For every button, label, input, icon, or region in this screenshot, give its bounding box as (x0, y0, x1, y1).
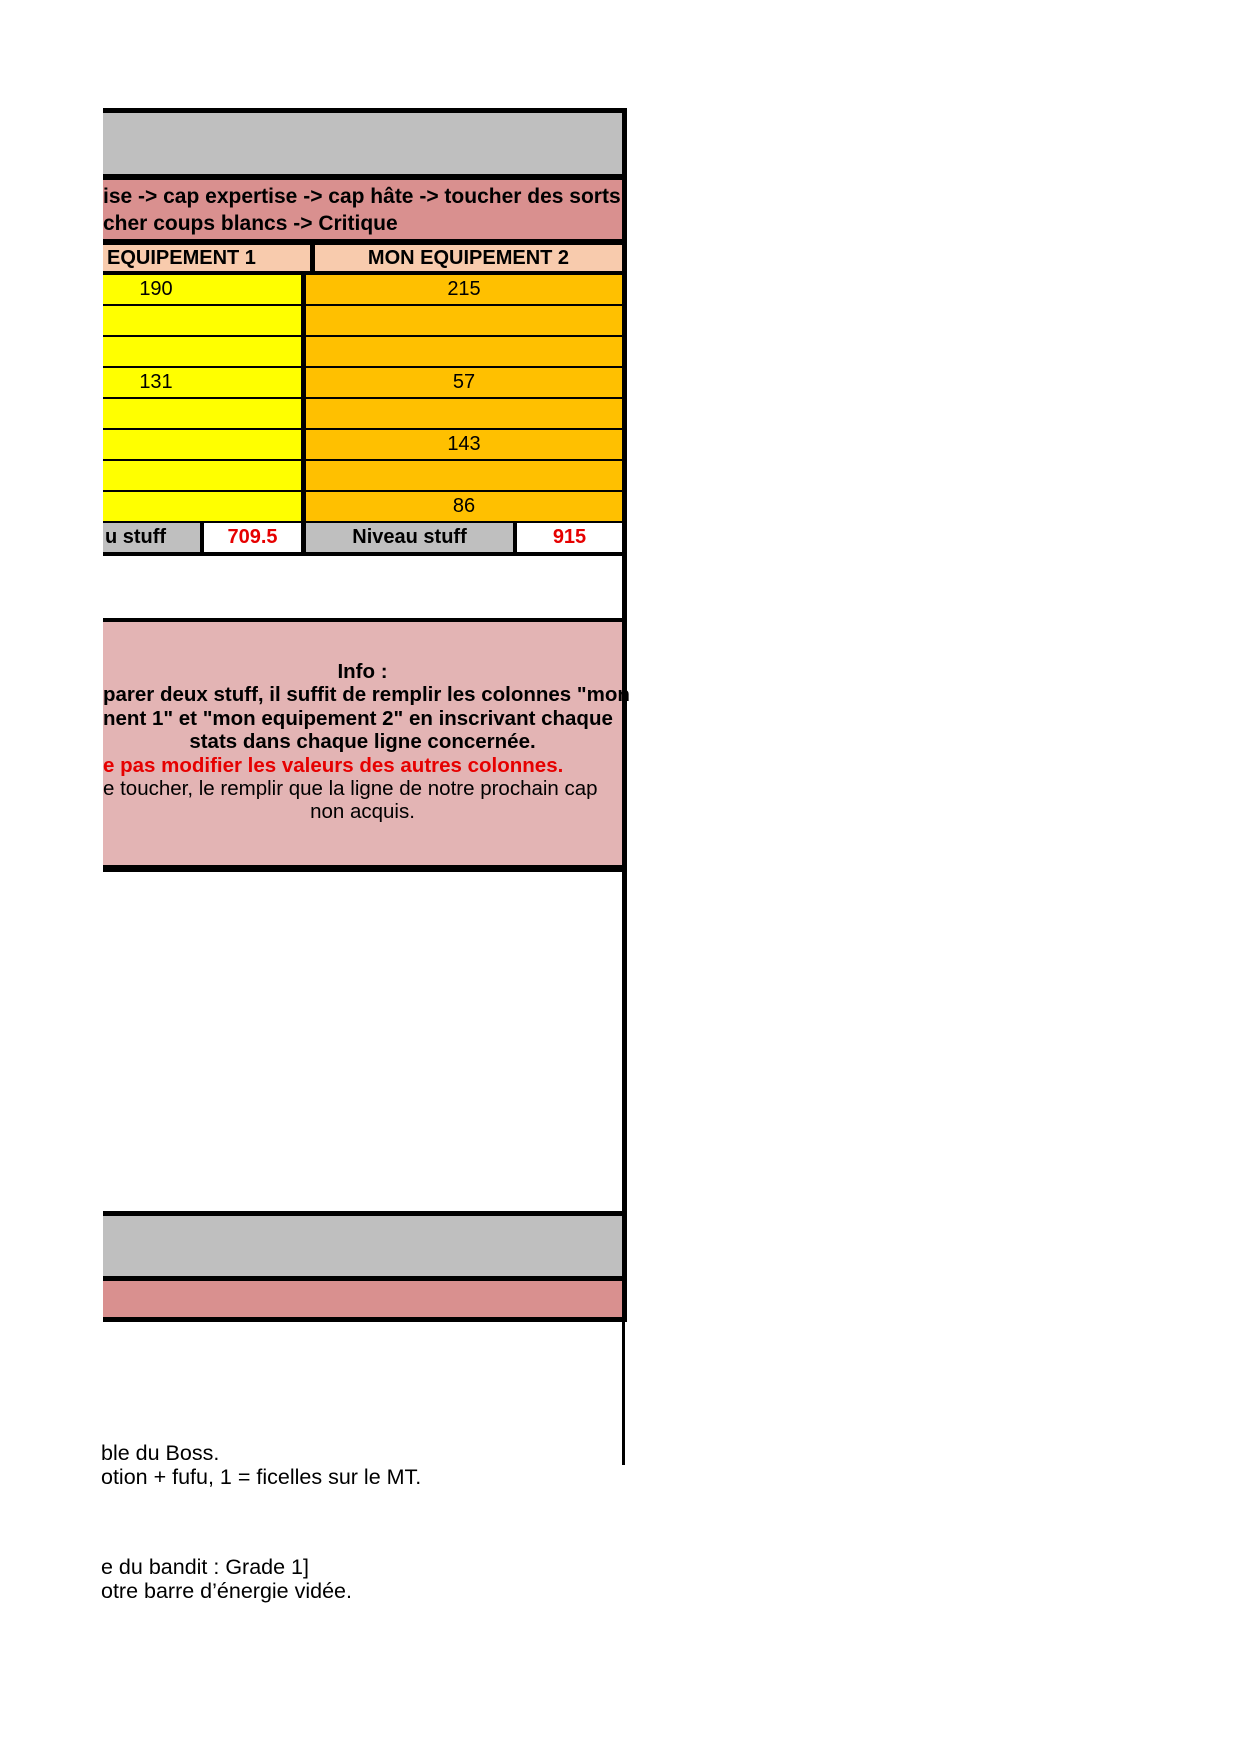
lower-pink-bar (103, 1281, 627, 1322)
stat-value: 131 (139, 371, 173, 393)
table-row (103, 492, 627, 523)
right-border-segment (622, 556, 627, 618)
equip-table-body (103, 275, 627, 523)
niveau-stuff-value-equip2: 915 (517, 523, 627, 552)
equip1-header-cell: EQUIPEMENT 1 (103, 245, 315, 271)
stat-cell-equip2[interactable] (306, 399, 627, 428)
stat-cell-equip1[interactable] (103, 275, 306, 304)
table-row (103, 461, 627, 492)
stat-value: 190 (139, 278, 173, 300)
equip2-header-cell: MON EQUIPEMENT 2 (315, 245, 627, 271)
top-gray-bar (103, 108, 627, 180)
table-row (103, 430, 627, 461)
bottom-note-line: otre barre d’énergie vidée. (101, 1579, 352, 1603)
info-line: nent 1" et "mon equipement 2" en inscrivant chaque (103, 706, 613, 730)
stat-cell-equip1[interactable] (103, 337, 306, 366)
right-border-segment (622, 872, 627, 1211)
info-line: non acquis. (310, 800, 415, 824)
stat-cell-equip2[interactable]: 215 (306, 275, 627, 304)
stat-cell-equip1[interactable] (103, 492, 306, 521)
lower-gray-bar (103, 1211, 627, 1281)
niveau-stuff-label-equip2: Niveau stuff (306, 523, 517, 552)
info-title: Info : (337, 660, 388, 683)
info-line: e toucher, le remplir que la ligne de notre prochain cap (103, 777, 598, 801)
stat-cell-equip2[interactable] (306, 461, 627, 490)
table-row (103, 399, 627, 430)
table-row (103, 337, 627, 368)
bottom-note-line: otion + fufu, 1 = ficelles sur le MT. (101, 1465, 422, 1489)
table-row (103, 275, 627, 306)
stat-cell-equip1[interactable] (103, 430, 306, 459)
bottom-note-line: e du bandit : Grade 1] (101, 1555, 309, 1579)
niveau-stuff-row (103, 523, 627, 556)
stat-cell-equip2[interactable]: 143 (306, 430, 627, 459)
right-border-line (622, 1322, 625, 1465)
stat-cell-equip2[interactable] (306, 337, 627, 366)
stat-priority-line-1: ise -> cap expertise -> cap hâte -> toucher des sorts (103, 185, 621, 208)
stat-cell-equip1[interactable] (103, 306, 306, 335)
stat-cell-equip1[interactable] (103, 461, 306, 490)
bottom-note-line: ble du Boss. (101, 1441, 220, 1465)
stat-cell-equip1[interactable] (103, 399, 306, 428)
stat-priority-line-2: cher coups blancs -> Critique (103, 212, 398, 235)
info-line: stats dans chaque ligne concernée. (189, 730, 536, 754)
stat-cell-equip1[interactable] (103, 368, 306, 397)
equip-table-header-row (103, 245, 627, 275)
stat-cell-equip2[interactable] (306, 306, 627, 335)
stat-cell-equip2[interactable]: 86 (306, 492, 627, 521)
table-row (103, 368, 627, 399)
niveau-stuff-label-equip1: u stuff (103, 523, 204, 552)
table-row (103, 306, 627, 337)
info-warning-line: e pas modifier les valeurs des autres colonnes. (103, 753, 564, 777)
niveau-stuff-value-equip1: 709.5 (204, 523, 306, 552)
stat-priority-banner (103, 180, 627, 245)
stat-cell-equip2[interactable]: 57 (306, 368, 627, 397)
info-box (103, 618, 630, 872)
info-line: parer deux stuff, il suffit de remplir les colonnes "mon (103, 683, 630, 707)
